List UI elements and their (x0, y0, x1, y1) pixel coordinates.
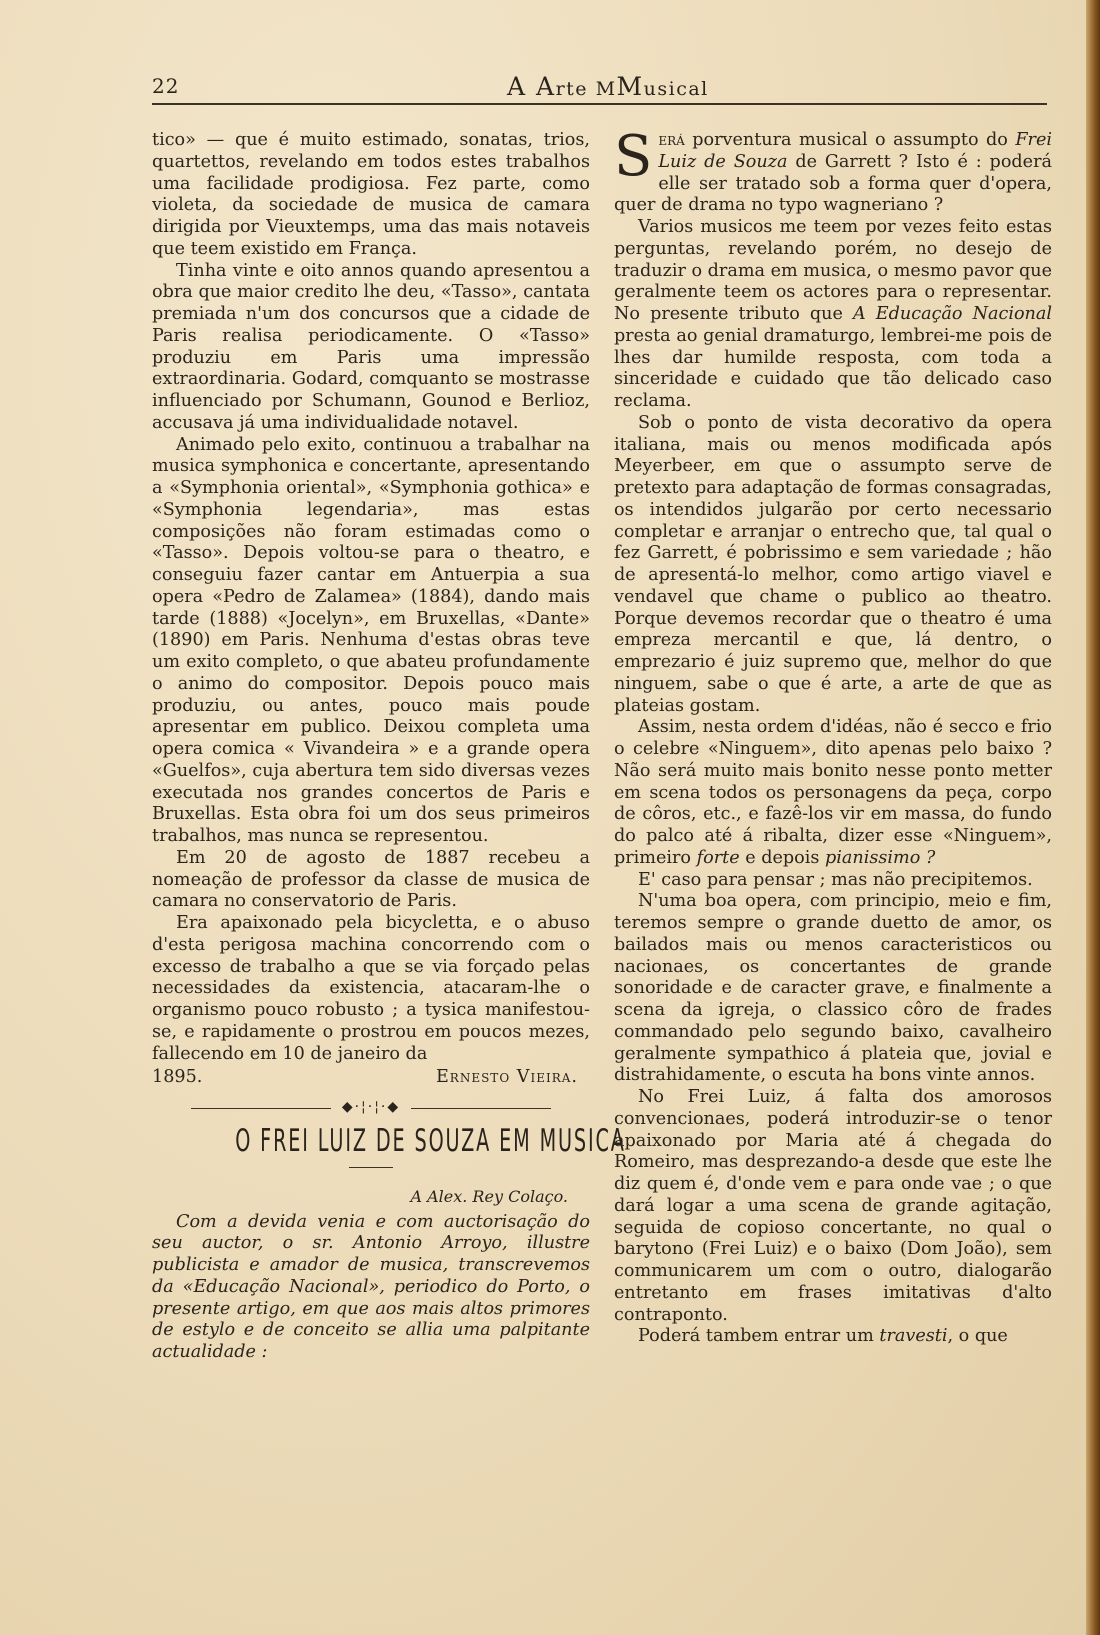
page-edge (1086, 0, 1100, 1635)
paragraph: Varios musicos me teem por vezes feito estas perguntas, revelando porém, no desejo de traduzir o drama em musica, o mesmo pavor que geralmente teem os actores para o representar. No presente tributo que A Educação Nacional presta ao genial dramaturgo, lembrei-me pois de lhes dar humilde resposta, com toda a sinceridade e cuidado que tão delicado caso reclama. (614, 217, 1052, 411)
paragraph: Tinha vinte e oito annos quando apresentou a obra que maior credito lhe deu, «Tasso», cantata premiada n'um dos concursos que a cidade de Paris realisa periodicamente. O «Tasso» produziu em Paris uma impressão extraordinaria. Godard, comquanto se mostrasse influenciado por Schumann, Gounod e Berlioz, accusava já uma individualidade notavel. (152, 260, 590, 433)
paragraph: Era apaixonado pela bicycletta, e o abuso d'esta perigosa machina concorrendo com o excesso de trabalho a que se via forçado pelas necessidades da existencia, atacaram-lhe o organismo pouco robusto ; a tysica manifestou-se, e rapidamente o prostrou em poucos mezes, fallecendo em 10 de janeiro da (152, 913, 590, 1064)
paragraph: No Frei Luiz, á falta dos amorosos convencionaes, poderá introduzir-se o tenor apaixonado por Maria até á chegada do Romeiro, mas desprezando-a desde que este lhe diz quem é, d'onde vem e para onde vae ; o que dará logar a uma scena de grande agitação, seguida de copioso concertante, no qual o barytono (Frei Luiz) e o baixo (Dom João), sem communicarem um com o outro, dialogarão entretanto em frases imitativas d'alto contraponto. (614, 1087, 1052, 1325)
paragraph: Poderá tambem entrar um travesti, o que (638, 1326, 1008, 1347)
paragraph: Animado pelo exito, continuou a trabalhar na musica symphonica e concertante, apresentando a «Symphonia oriental», «Symphonia gothica» e «Symphonia legendaria», mas estas composições não foram estimadas como o «Tasso». Depois voltou-se para o theatro, e conseguiu fazer cantar em Antuerpia a sua opera «Pedro de Zalamea» (1884), dando mais tarde (1888) «Jocelyn», em Bruxellas, «Dante» (1890) em Paris. Nenhuma d'estas obras teve um exito completo, o que abateu profundamente o animo do compositor. Depois pouco mais produziu, ou antes, pouco mais poude apresentar em publico. Deixou completa uma opera comica « Vivandeira » e a grande opera «Guelfos», cuja abertura tem sido diversas vezes executada nos grandes concertos de Paris e Bruxellas. Esta obra foi um dos seus primeiros trabalhos, mas nunca se representou. (152, 434, 590, 846)
paragraph: Será porventura musical o assumpto do Frei Luiz de Souza de Garrett ? Isto é : poderá elle ser tratado sob a forma quer d'opera, quer de drama no typo wagneriano ? (614, 124, 1052, 216)
section-ornament (191, 1099, 551, 1116)
paragraph: Sob o ponto de vista decorativo da opera italiana, mais ou menos modificada após Meyerbeer, em que o assumpto serve de pretexto para adaptação de formas consagradas, os intendidos julgarão por certo necessario completar e arranjar o entrecho que, tal qual o fez Garrett, é pobrissimo e sem variedade ; hão de apresentá-lo melhor, como artigo viavel e vendavel que chame o publico ao theatro. Porque devemos recordar que o theatro é uma empreza mercantil e que, lá dentro, o emprezario é juiz supremo que, melhor do que ninguem, sabe o que é arte, a arte de que as plateias gostam. (614, 412, 1052, 716)
page-number: 22 (152, 74, 180, 98)
article-title: O FREI LUIZ DE SOUZA EM MUSICA (235, 1123, 626, 1159)
ornament-glyph: ◆·¦·¦·◆ (341, 1099, 401, 1115)
title-rule (349, 1167, 393, 1168)
header-rule (152, 103, 1047, 105)
intro-paragraph: Com a devida venia e com auctorisação do seu auctor, o sr. Antonio Arroyo, illustre publicista e amador de musica, transcrevemos da «Educação Nacional», periodico do Porto, o presente artigo, em que aos mais altos primores de estylo e de conceito se allia uma palpitante actualidade : (152, 1211, 590, 1362)
right-column (614, 124, 1052, 1348)
left-column (152, 130, 626, 1364)
paragraph: N'uma boa opera, com principio, meio e fim, teremos sempre o grande duetto de amor, os bailados mais ou menos caracteristicos ou nacionaes, os concertantes de grande sonoridade e de caracter grave, e finalmente a scena da igreja, o classico côro de frades commandado pelo segundo baixo, cavalheiro geralmente sympathico á plateia que, jovial e distrahidamente, o escuta ha bons vinte annos. (614, 891, 1052, 1086)
paragraph: tico» — que é muito estimado, sonatas, trios, quartettos, revelando em todos estes trabalhos uma facilidade prodigiosa. Fez parte, como violeta, da sociedade de musica de camara dirigida por Vieuxtemps, uma das mais notaveis que teem existido em França. (152, 130, 590, 259)
date-year: 1895. (152, 1067, 203, 1088)
paragraph: Em 20 de agosto de 1887 recebeu a nomeação de professor da classe de musica de camara no conservatorio de Paris. (152, 847, 590, 912)
paragraph: Assim, nesta ordem d'idéas, não é secco e frio o celebre «Ninguem», dito apenas pelo baixo ? Não será muito mais bonito nesse ponto metter em scena todos os personagens da peça, corpo de côros, etc., e fazê-los vir em massa, do fundo do palco até á ribalta, dizer esse «Ninguem», primeiro forte e depois pianissimo ? (614, 717, 1052, 868)
dedication: A Alex. Rey Colaço. (410, 1186, 568, 1206)
running-header (152, 72, 1047, 102)
author-signature: Ernesto Vieira. (435, 1067, 578, 1088)
running-title: A Arte MMusical (507, 72, 709, 101)
paragraph: E' caso para pensar ; mas não precipitemos. (638, 869, 1033, 890)
drop-cap: S (614, 124, 653, 189)
signature-line (152, 1065, 590, 1089)
